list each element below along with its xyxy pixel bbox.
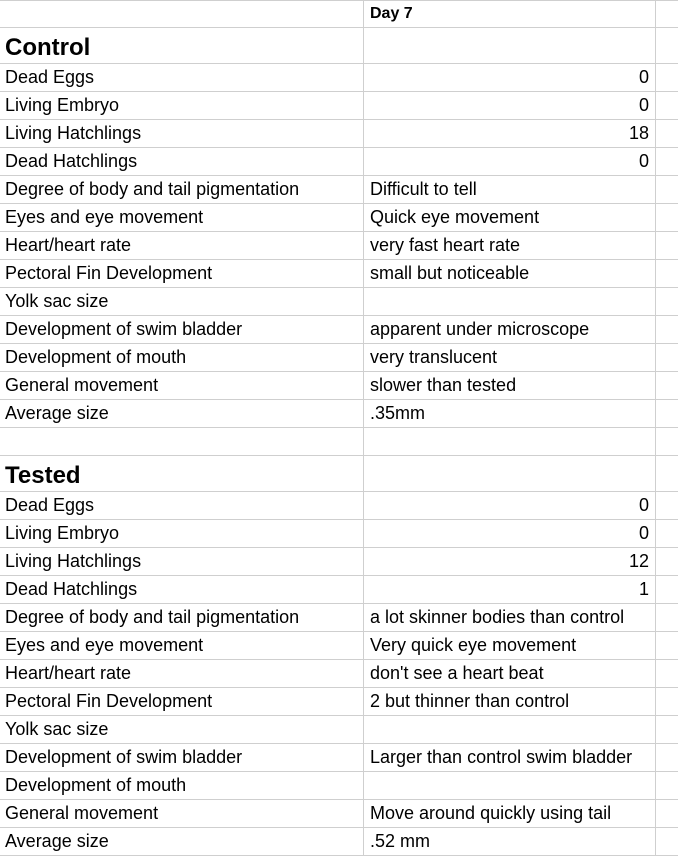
table-row <box>0 92 678 120</box>
table-row <box>0 176 678 204</box>
table-row <box>0 120 678 148</box>
extra-column-cell[interactable] <box>656 520 678 547</box>
extra-column-cell[interactable] <box>656 492 678 519</box>
table-row <box>0 232 678 260</box>
row-label-cell[interactable]: Eyes and eye movement <box>0 632 364 659</box>
row-label-cell[interactable]: Yolk sac size <box>0 716 364 743</box>
row-label-cell[interactable]: Living Embryo <box>0 92 364 119</box>
row-value-cell[interactable]: 0 <box>364 520 656 547</box>
table-row <box>0 716 678 744</box>
table-row <box>0 204 678 232</box>
row-value-cell[interactable]: a lot skinner bodies than control <box>364 604 656 631</box>
row-label-cell[interactable]: General movement <box>0 372 364 399</box>
table-row <box>0 688 678 716</box>
table-row <box>0 64 678 92</box>
extra-column-cell[interactable] <box>656 576 678 603</box>
row-label-cell[interactable]: Development of swim bladder <box>0 316 364 343</box>
section-header-row <box>0 456 678 492</box>
row-label-cell[interactable]: Average size <box>0 828 364 855</box>
blank-row <box>0 428 678 456</box>
row-label-cell[interactable]: Development of swim bladder <box>0 744 364 771</box>
row-value-cell[interactable]: 0 <box>364 492 656 519</box>
extra-column-cell[interactable] <box>656 204 678 231</box>
extra-column-cell[interactable] <box>656 716 678 743</box>
extra-column-cell[interactable] <box>656 456 678 491</box>
row-value-cell[interactable]: Difficult to tell <box>364 176 656 203</box>
row-value-cell[interactable]: 18 <box>364 120 656 147</box>
extra-column-cell[interactable] <box>656 400 678 427</box>
section-value-cell[interactable] <box>364 456 656 491</box>
row-value-cell[interactable] <box>364 716 656 743</box>
table-row <box>0 632 678 660</box>
extra-column-cell[interactable] <box>656 828 678 855</box>
row-value-cell[interactable]: 0 <box>364 148 656 175</box>
table-row <box>0 828 678 856</box>
table-row <box>0 660 678 688</box>
table-row <box>0 744 678 772</box>
row-label-cell[interactable]: Living Hatchlings <box>0 120 364 147</box>
extra-column-cell[interactable] <box>656 232 678 259</box>
row-label-cell[interactable]: Living Hatchlings <box>0 548 364 575</box>
row-value-cell[interactable]: 12 <box>364 548 656 575</box>
table-row <box>0 372 678 400</box>
extra-column-cell[interactable] <box>656 120 678 147</box>
extra-column-cell[interactable] <box>656 772 678 799</box>
row-label-cell[interactable]: Degree of body and tail pigmentation <box>0 176 364 203</box>
table-row <box>0 288 678 316</box>
row-label-cell[interactable]: Living Embryo <box>0 520 364 547</box>
header-row <box>0 0 678 28</box>
extra-column-cell[interactable] <box>656 344 678 371</box>
row-label-cell[interactable]: Eyes and eye movement <box>0 204 364 231</box>
row-value-cell[interactable] <box>364 288 656 315</box>
row-value-cell[interactable]: don't see a heart beat <box>364 660 656 687</box>
row-label-cell[interactable]: Heart/heart rate <box>0 660 364 687</box>
table-row <box>0 604 678 632</box>
row-value-cell[interactable]: 0 <box>364 92 656 119</box>
extra-column-cell[interactable] <box>656 604 678 631</box>
day-header-cell[interactable]: Day 7 <box>364 0 656 27</box>
extra-column-cell[interactable] <box>656 800 678 827</box>
row-value-cell[interactable]: Larger than control swim bladder <box>364 744 656 771</box>
row-label-cell[interactable]: Dead Hatchlings <box>0 148 364 175</box>
extra-column-cell[interactable] <box>656 28 678 63</box>
row-value-cell[interactable]: 0 <box>364 64 656 91</box>
row-value-cell[interactable]: very translucent <box>364 344 656 371</box>
row-value-cell[interactable]: Quick eye movement <box>364 204 656 231</box>
header-label-cell[interactable] <box>0 0 364 27</box>
extra-column-cell[interactable] <box>656 632 678 659</box>
extra-column-cell[interactable] <box>656 372 678 399</box>
table-row <box>0 520 678 548</box>
extra-column-cell[interactable] <box>656 288 678 315</box>
extra-column-cell[interactable] <box>656 316 678 343</box>
row-value-cell[interactable] <box>364 772 656 799</box>
table-row <box>0 548 678 576</box>
extra-column-cell[interactable] <box>656 548 678 575</box>
extra-column-cell[interactable] <box>656 688 678 715</box>
row-label-cell[interactable]: Yolk sac size <box>0 288 364 315</box>
extra-column-cell[interactable] <box>656 148 678 175</box>
section-title[interactable]: Control <box>0 28 364 63</box>
table-row <box>0 148 678 176</box>
row-value-cell[interactable]: 1 <box>364 576 656 603</box>
row-value-cell[interactable]: apparent under microscope <box>364 316 656 343</box>
row-label-cell[interactable]: Development of mouth <box>0 344 364 371</box>
row-label-cell[interactable]: Dead Hatchlings <box>0 576 364 603</box>
extra-column-cell[interactable] <box>656 428 678 455</box>
extra-column-cell[interactable] <box>656 64 678 91</box>
row-label-cell[interactable]: Pectoral Fin Development <box>0 688 364 715</box>
extra-column-cell[interactable] <box>656 176 678 203</box>
extra-column-cell[interactable] <box>656 0 678 27</box>
table-row <box>0 492 678 520</box>
table-row <box>0 400 678 428</box>
row-label-cell[interactable]: Development of mouth <box>0 772 364 799</box>
row-value-cell[interactable]: very fast heart rate <box>364 232 656 259</box>
blank-value-cell[interactable] <box>364 428 656 455</box>
blank-label-cell[interactable] <box>0 428 364 455</box>
row-value-cell[interactable]: .52 mm <box>364 828 656 855</box>
row-value-cell[interactable]: Move around quickly using tail <box>364 800 656 827</box>
table-row <box>0 260 678 288</box>
table-row <box>0 344 678 372</box>
section-title[interactable]: Tested <box>0 456 364 491</box>
table-row <box>0 772 678 800</box>
section-value-cell[interactable] <box>364 28 656 63</box>
row-label-cell[interactable]: Average size <box>0 400 364 427</box>
section-header-row <box>0 28 678 64</box>
extra-column-cell[interactable] <box>656 92 678 119</box>
table-row <box>0 316 678 344</box>
row-value-cell[interactable]: 2 but thinner than control <box>364 688 656 715</box>
row-label-cell[interactable]: Pectoral Fin Development <box>0 260 364 287</box>
row-value-cell[interactable]: Very quick eye movement <box>364 632 656 659</box>
row-label-cell[interactable]: Heart/heart rate <box>0 232 364 259</box>
row-label-cell[interactable]: General movement <box>0 800 364 827</box>
table-row <box>0 576 678 604</box>
extra-column-cell[interactable] <box>656 744 678 771</box>
row-label-cell[interactable]: Dead Eggs <box>0 492 364 519</box>
extra-column-cell[interactable] <box>656 660 678 687</box>
table-row <box>0 800 678 828</box>
row-label-cell[interactable]: Dead Eggs <box>0 64 364 91</box>
extra-column-cell[interactable] <box>656 260 678 287</box>
row-value-cell[interactable]: small but noticeable <box>364 260 656 287</box>
row-label-cell[interactable]: Degree of body and tail pigmentation <box>0 604 364 631</box>
row-value-cell[interactable]: slower than tested <box>364 372 656 399</box>
row-value-cell[interactable]: .35mm <box>364 400 656 427</box>
